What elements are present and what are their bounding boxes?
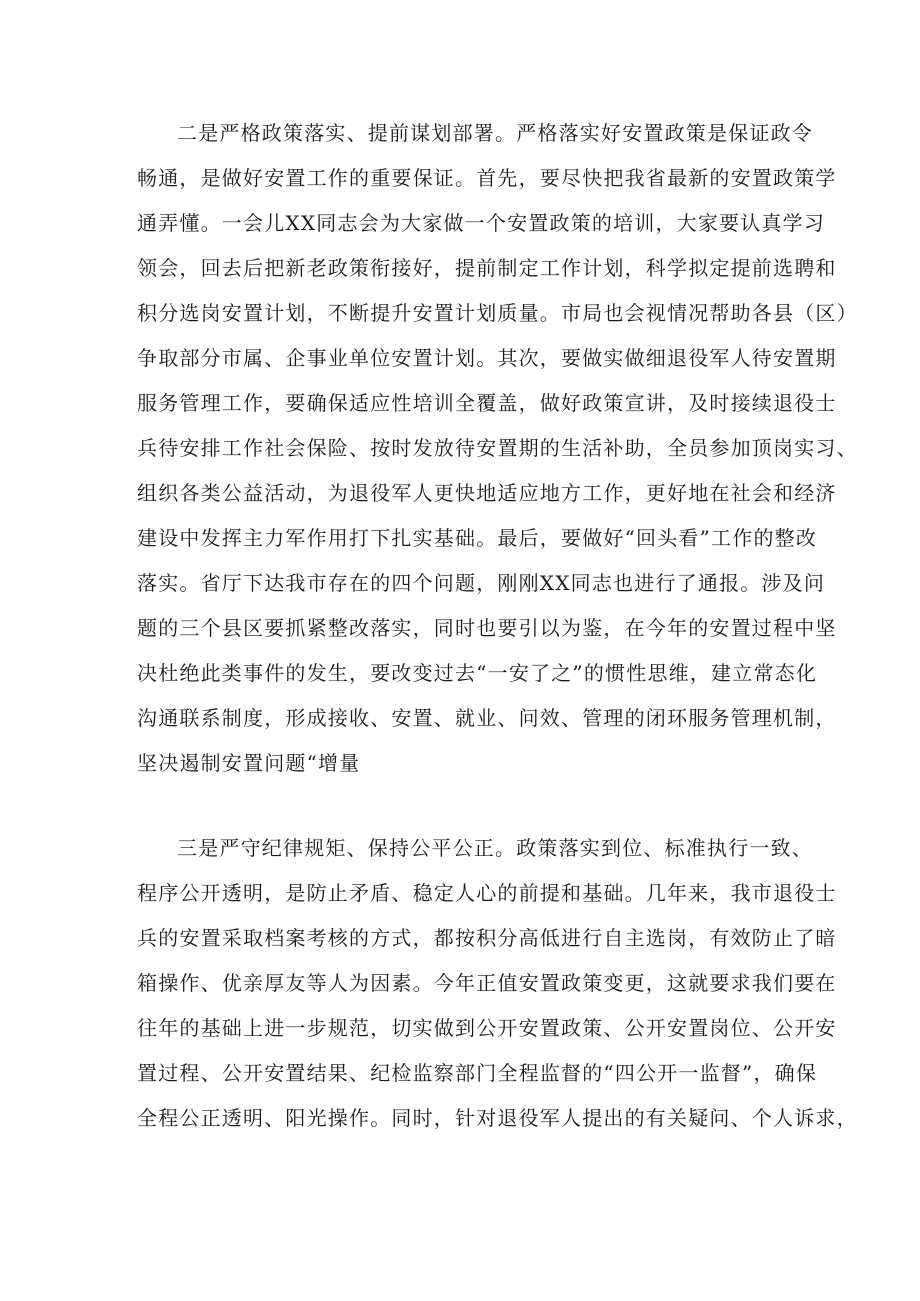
paragraph-line: 全程公正透明、阳光操作。同时，针对退役军人提出的有关疑问、个人诉求， <box>137 1106 858 1130</box>
paragraph-line: 争取部分市属、企事业单位安置计划。其次，要做实做细退役军人待安置期 <box>137 346 837 370</box>
paragraph-line: 三是严守纪律规矩、保持公平公正。政策落实到位、标准执行一致、 <box>177 836 813 860</box>
paragraph-line: 题的三个县区要抓紧整改落实，同时也要引以为鉴，在今年的安置过程中坚 <box>137 616 837 640</box>
paragraph-line: 二是严格政策落实、提前谋划部署。严格落实好安置政策是保证政令 <box>177 121 813 145</box>
paragraph-line: 置过程、公开安置结果、纪检监察部门全程监督的“四公开一监督”，确保 <box>137 1061 818 1085</box>
paragraph-line: 服务管理工作，要确保适应性培训全覆盖，做好政策宣讲，及时接续退役士 <box>137 391 837 415</box>
paragraph-line: 坚决遏制安置问题“增量 <box>137 751 361 775</box>
paragraph-line: 沟通联系制度，形成接收、安置、就业、问效、管理的闭环服务管理机制， <box>137 706 837 730</box>
paragraph-line: 领会，回去后把新老政策衔接好，提前制定工作计划，科学拟定提前选聘和 <box>137 256 837 280</box>
paragraph-line: 兵的安置采取档案考核的方式，都按积分高低进行自主选岗，有效防止了暗 <box>137 926 837 950</box>
paragraph-line: 决杜绝此类事件的发生，要改变过去“一安了之”的惯性思维，建立常态化 <box>137 661 818 685</box>
paragraph-line: 落实。省厅下达我市存在的四个问题，刚刚XX同志也进行了通报。涉及问 <box>137 571 826 595</box>
paragraph-line: 组织各类公益活动，为退役军人更快地适应地方工作，更好地在社会和经济 <box>137 481 837 505</box>
paragraph-line: 积分选岗安置计划，不断提升安置计划质量。市局也会视情况帮助各县（区） <box>137 301 858 325</box>
paragraph-line: 程序公开透明，是防止矛盾、稳定人心的前提和基础。几年来，我市退役士 <box>137 881 837 905</box>
paragraph-line: 通弄懂。一会儿XX同志会为大家做一个安置政策的培训，大家要认真学习 <box>137 211 826 235</box>
paragraph-line: 箱操作、优亲厚友等人为因素。今年正值安置政策变更，这就要求我们要在 <box>137 971 837 995</box>
paragraph-line: 畅通，是做好安置工作的重要保证。首先，要尽快把我省最新的安置政策学 <box>137 166 837 190</box>
paragraph-line: 兵待安排工作社会保险、按时发放待安置期的生活补助，全员参加顶岗实习、 <box>137 436 858 460</box>
paragraph-line: 建设中发挥主力军作用打下扎实基础。最后，要做好“回头看”工作的整改 <box>137 526 818 550</box>
paragraph-line: 往年的基础上进一步规范，切实做到公开安置政策、公开安置岗位、公开安 <box>137 1016 837 1040</box>
